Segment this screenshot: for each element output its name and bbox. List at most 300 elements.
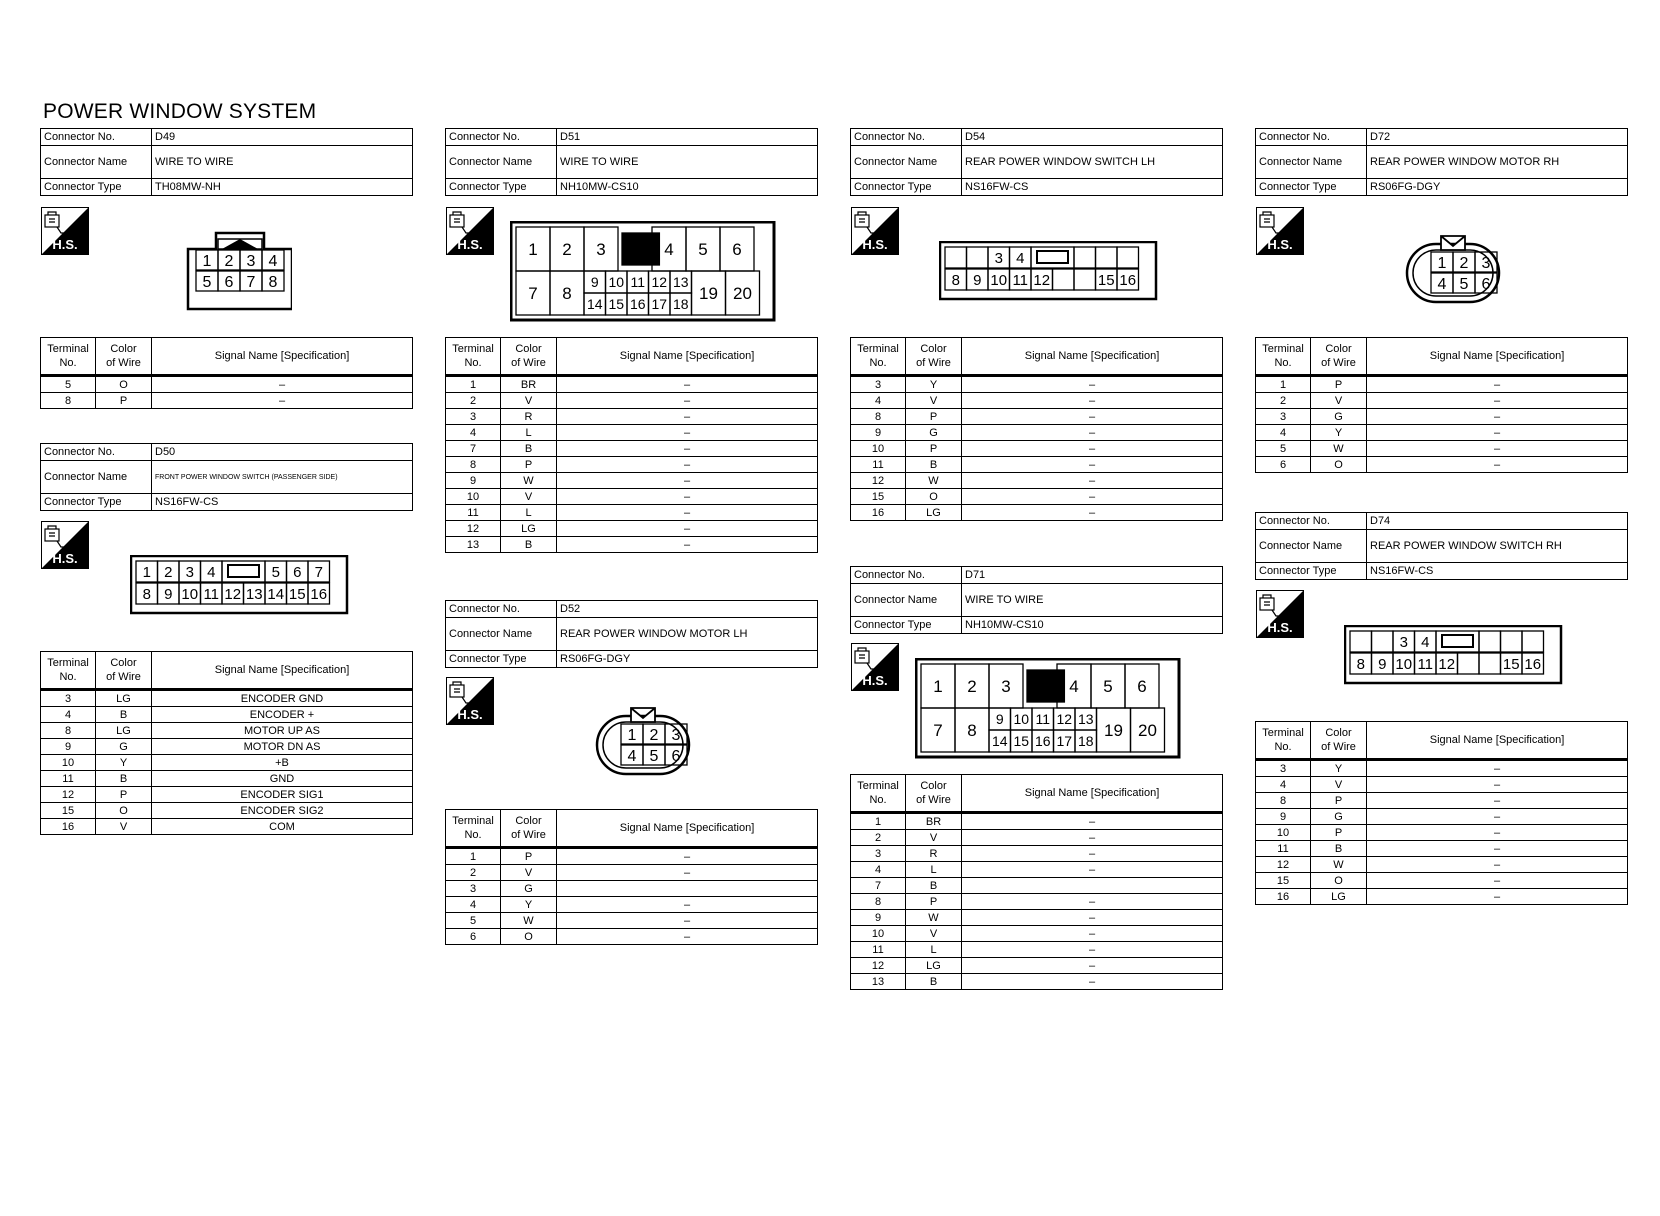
terminal-no-cell: 5 <box>1256 441 1311 457</box>
connector-type-value: NH10MW-CS10 <box>962 617 1223 634</box>
pin-number: 1 <box>528 240 538 260</box>
wire-color-cell: B <box>906 974 962 990</box>
terminal-no-cell: 10 <box>41 755 96 771</box>
connector-name-value: REAR POWER WINDOW SWITCH RH <box>1367 530 1628 563</box>
wire-color-cell: O <box>501 929 557 945</box>
pin-number: 9 <box>164 585 173 603</box>
header-color-of-wire <box>96 652 152 690</box>
pin-number: 1 <box>142 563 151 581</box>
table-row <box>41 819 413 835</box>
table-row <box>446 393 818 409</box>
signal-name-cell: – <box>962 846 1223 862</box>
terminal-no-cell: 11 <box>851 457 906 473</box>
signal-name-cell: – <box>557 376 818 393</box>
terminal-no-cell: 1 <box>446 848 501 865</box>
signal-name-cell: ENCODER GND <box>152 690 413 707</box>
wire-color-cell: V <box>501 865 557 881</box>
pin-cell <box>1096 247 1118 268</box>
header-terminal-line1: Terminal <box>452 815 494 827</box>
header-color-line1: Color <box>920 780 947 792</box>
pin-number: 8 <box>268 273 278 291</box>
header-color-of-wire <box>906 775 962 813</box>
table-row <box>1256 889 1628 905</box>
signal-name-cell: – <box>557 865 818 881</box>
pin-cell <box>1117 247 1139 268</box>
wire-color-cell: R <box>906 846 962 862</box>
wire-color-cell: V <box>96 819 152 835</box>
pin-number: 1 <box>627 726 637 744</box>
pin-number: 11 <box>203 585 220 603</box>
hs-icon-svg <box>1256 590 1304 638</box>
wire-color-cell: Y <box>1311 760 1367 777</box>
header-terminal-no <box>1256 338 1311 376</box>
pin-group-th08 <box>196 250 284 291</box>
wire-color-cell: P <box>906 894 962 910</box>
label-connector-type: Connector Type <box>851 617 962 634</box>
table-row <box>446 409 818 425</box>
signal-name-cell: – <box>1367 393 1628 409</box>
header-signal-name: Signal Name [Specification] <box>152 338 413 376</box>
signal-name-cell: – <box>1367 441 1628 457</box>
pin-number: 7 <box>528 284 538 304</box>
terminal-no-cell: 10 <box>851 441 906 457</box>
signal-name-cell: – <box>557 848 818 865</box>
pin-number: 10 <box>608 274 625 291</box>
label-connector-type: Connector Type <box>446 179 557 196</box>
pin-number: 10 <box>990 271 1008 289</box>
header-color-of-wire <box>501 810 557 848</box>
label-connector-name: Connector Name <box>851 146 962 179</box>
center-key <box>1027 670 1064 702</box>
terminal-no-cell: 11 <box>446 505 501 521</box>
label-connector-no: Connector No. <box>851 129 962 146</box>
terminal-table-header <box>446 338 818 376</box>
pin-number: 3 <box>1001 677 1011 697</box>
hs-icon-svg <box>851 207 899 255</box>
connector-name-value: REAR POWER WINDOW SWITCH LH <box>962 146 1223 179</box>
terminal-no-cell: 3 <box>41 690 96 707</box>
hs-icon-svg <box>1256 207 1304 255</box>
terminal-no-cell: 16 <box>41 819 96 835</box>
wire-color-cell: LG <box>906 505 962 521</box>
signal-name-cell: – <box>1367 873 1628 889</box>
header-terminal-no <box>41 338 96 376</box>
table-row <box>851 942 1223 958</box>
pin-cell <box>1053 269 1075 290</box>
terminal-no-cell: 8 <box>41 393 96 409</box>
label-connector-type: Connector Type <box>41 494 152 511</box>
terminal-no-cell: 12 <box>851 473 906 489</box>
hs-label: H.S. <box>1267 620 1293 635</box>
pin-number: 8 <box>142 585 151 603</box>
hs-icon <box>446 207 494 255</box>
terminal-no-cell: 9 <box>851 425 906 441</box>
signal-name-cell: – <box>1367 777 1628 793</box>
pin-group-rs06 <box>597 708 689 774</box>
table-row <box>1256 873 1628 889</box>
table-row <box>851 425 1223 441</box>
pin-number: 19 <box>1104 721 1123 741</box>
terminal-no-cell: 10 <box>446 489 501 505</box>
pin-number: 4 <box>268 252 278 270</box>
pin-number: 1 <box>933 677 943 697</box>
signal-name-cell: – <box>962 441 1223 457</box>
table-row <box>851 974 1223 990</box>
connector-info-table <box>850 128 1223 196</box>
table-row <box>851 409 1223 425</box>
pin-number: 15 <box>1097 271 1115 289</box>
pin-group-rs06 <box>1407 236 1499 302</box>
terminal-no-cell: 15 <box>1256 873 1311 889</box>
signal-name-cell: – <box>962 489 1223 505</box>
pin-number: 8 <box>1356 655 1365 673</box>
signal-name-cell: – <box>962 473 1223 489</box>
hs-icon-svg <box>851 643 899 691</box>
signal-name-cell: – <box>557 489 818 505</box>
header-terminal-no <box>851 775 906 813</box>
terminal-no-cell: 16 <box>851 505 906 521</box>
terminal-no-cell: 11 <box>1256 841 1311 857</box>
wire-color-cell: O <box>1311 873 1367 889</box>
wire-color-cell: P <box>96 787 152 803</box>
header-color-line2: of Wire <box>916 357 951 369</box>
header-color-line2: of Wire <box>106 357 141 369</box>
connector-face-d71 <box>915 658 1181 760</box>
signal-name-cell: – <box>962 910 1223 926</box>
terminal-no-cell: 8 <box>41 723 96 739</box>
wire-color-cell: LG <box>501 521 557 537</box>
header-terminal-line1: Terminal <box>47 657 89 669</box>
connector-face-d54 <box>939 241 1159 301</box>
signal-name-cell: – <box>962 830 1223 846</box>
pin-number: 14 <box>267 585 285 603</box>
terminal-no-cell: 6 <box>1256 457 1311 473</box>
connector-type-value: NS16FW-CS <box>1367 563 1628 580</box>
label-connector-name: Connector Name <box>446 618 557 651</box>
label-connector-type: Connector Type <box>41 179 152 196</box>
table-row <box>851 958 1223 974</box>
pin-number: 17 <box>651 296 668 313</box>
header-signal-name: Signal Name [Specification] <box>152 652 413 690</box>
table-row <box>1256 841 1628 857</box>
terminal-table <box>445 809 818 945</box>
hs-label: H.S. <box>862 237 888 252</box>
connector-face-d51 <box>510 221 776 323</box>
signal-name-cell: MOTOR UP AS <box>152 723 413 739</box>
signal-name-cell: – <box>962 457 1223 473</box>
pin-number: 2 <box>967 677 977 697</box>
wire-color-cell: BR <box>501 376 557 393</box>
pin-number: 4 <box>1016 249 1025 267</box>
connector-face-svg <box>593 706 693 778</box>
table-row <box>851 862 1223 878</box>
header-terminal-line2: No. <box>464 357 482 369</box>
wire-color-cell: W <box>906 473 962 489</box>
pin-number: 19 <box>699 284 718 304</box>
pin-number: 18 <box>1077 733 1094 750</box>
signal-name-cell <box>557 881 818 897</box>
header-color-line2: of Wire <box>1321 741 1356 753</box>
label-connector-name: Connector Name <box>446 146 557 179</box>
signal-name-cell: MOTOR DN AS <box>152 739 413 755</box>
table-row <box>851 813 1223 830</box>
hs-icon <box>851 643 899 691</box>
pin-number: 16 <box>310 585 328 603</box>
pin-group-nh10 <box>516 227 760 315</box>
header-terminal-line2: No. <box>869 794 887 806</box>
terminal-table-header <box>1256 338 1628 376</box>
label-connector-no: Connector No. <box>446 129 557 146</box>
wire-color-cell: V <box>906 926 962 942</box>
pin-number: 16 <box>1524 655 1542 673</box>
pin-number: 4 <box>1421 633 1430 651</box>
pin-number: 5 <box>698 240 708 260</box>
header-terminal-line2: No. <box>1274 357 1292 369</box>
header-color-line1: Color <box>515 815 542 827</box>
header-terminal-no <box>446 338 501 376</box>
wire-color-cell: B <box>501 537 557 553</box>
wire-color-cell: P <box>1311 825 1367 841</box>
hs-icon-svg <box>41 521 89 569</box>
table-row <box>446 489 818 505</box>
center-key <box>622 233 659 265</box>
terminal-no-cell: 4 <box>851 862 906 878</box>
latch-tab <box>228 565 259 577</box>
connector-no-value: D71 <box>962 567 1223 584</box>
terminal-no-cell: 12 <box>446 521 501 537</box>
table-row <box>1256 409 1628 425</box>
connector-info-table <box>40 128 413 196</box>
signal-name-cell: – <box>1367 809 1628 825</box>
hs-icon <box>851 207 899 255</box>
signal-name-cell: – <box>1367 425 1628 441</box>
connector-face-svg <box>915 658 1181 760</box>
signal-name-cell: – <box>557 913 818 929</box>
table-row <box>446 457 818 473</box>
terminal-no-cell: 12 <box>851 958 906 974</box>
signal-name-cell: – <box>962 409 1223 425</box>
signal-name-cell <box>962 878 1223 894</box>
pin-number: 6 <box>293 563 302 581</box>
terminal-no-cell: 13 <box>446 537 501 553</box>
header-signal-name: Signal Name [Specification] <box>557 338 818 376</box>
pin-number: 13 <box>672 274 689 291</box>
wire-color-cell: P <box>501 457 557 473</box>
pin-number: 5 <box>271 563 280 581</box>
pin-cell <box>1372 631 1394 652</box>
table-row <box>1256 441 1628 457</box>
table-row <box>1256 393 1628 409</box>
wire-color-cell: G <box>96 739 152 755</box>
connector-face-d50 <box>130 555 350 615</box>
connector-no-value: D74 <box>1367 513 1628 530</box>
connector-block-d71 <box>850 566 1223 634</box>
terminal-table-d74 <box>1255 721 1628 905</box>
wire-color-cell: G <box>501 881 557 897</box>
connector-block-d49 <box>40 128 413 196</box>
wire-color-cell: L <box>501 505 557 521</box>
terminal-no-cell: 1 <box>851 813 906 830</box>
signal-name-cell: – <box>152 376 413 393</box>
label-connector-type: Connector Type <box>446 651 557 668</box>
signal-name-cell: – <box>1367 409 1628 425</box>
signal-name-cell: – <box>962 376 1223 393</box>
wire-color-cell: P <box>501 848 557 865</box>
wire-color-cell: W <box>906 910 962 926</box>
signal-name-cell: – <box>962 942 1223 958</box>
pin-number: 5 <box>1103 677 1113 697</box>
label-connector-name: Connector Name <box>1256 530 1367 563</box>
label-connector-name: Connector Name <box>1256 146 1367 179</box>
hs-icon <box>1256 590 1304 638</box>
hs-icon-svg <box>41 207 89 255</box>
wire-color-cell: P <box>1311 793 1367 809</box>
table-row <box>41 739 413 755</box>
connector-face-d74 <box>1344 625 1564 685</box>
header-color-line2: of Wire <box>916 794 951 806</box>
pin-number: 4 <box>1069 677 1079 697</box>
wire-color-cell: V <box>501 393 557 409</box>
connector-face-svg <box>1403 234 1503 306</box>
terminal-table-d72 <box>1255 337 1628 473</box>
terminal-table-header <box>41 338 413 376</box>
terminal-table-header <box>446 810 818 848</box>
table-row <box>851 489 1223 505</box>
table-row <box>851 505 1223 521</box>
signal-name-cell: – <box>962 926 1223 942</box>
pin-number: 3 <box>1481 254 1491 272</box>
header-signal-name: Signal Name [Specification] <box>962 338 1223 376</box>
pin-number: 2 <box>224 252 234 270</box>
table-row <box>1256 457 1628 473</box>
signal-name-cell: – <box>1367 457 1628 473</box>
wire-color-cell: V <box>906 393 962 409</box>
pin-cell <box>945 247 967 268</box>
pin-number: 20 <box>733 284 752 304</box>
header-terminal-line2: No. <box>1274 741 1292 753</box>
connector-no-value: D52 <box>557 601 818 618</box>
header-color-line1: Color <box>110 657 137 669</box>
connector-type-value: NS16FW-CS <box>962 179 1223 196</box>
pin-number: 13 <box>245 585 263 603</box>
table-row <box>851 393 1223 409</box>
pin-number: 17 <box>1056 733 1073 750</box>
hs-label: H.S. <box>52 551 78 566</box>
table-row <box>446 473 818 489</box>
pin-number: 5 <box>649 747 659 765</box>
terminal-no-cell: 4 <box>446 897 501 913</box>
terminal-no-cell: 6 <box>446 929 501 945</box>
table-row <box>446 897 818 913</box>
terminal-table <box>40 337 413 409</box>
pin-number: 6 <box>732 240 742 260</box>
terminal-no-cell: 10 <box>851 926 906 942</box>
wire-color-cell: B <box>1311 841 1367 857</box>
pin-number: 7 <box>246 273 256 291</box>
pin-cell <box>1350 631 1372 652</box>
pin-number: 6 <box>671 747 681 765</box>
label-connector-no: Connector No. <box>41 444 152 461</box>
terminal-no-cell: 8 <box>1256 793 1311 809</box>
terminal-table <box>850 337 1223 521</box>
connector-name-value: WIRE TO WIRE <box>962 584 1223 617</box>
terminal-table-d51 <box>445 337 818 553</box>
wire-color-cell: G <box>1311 409 1367 425</box>
pin-number: 10 <box>1013 711 1030 728</box>
wire-color-cell: L <box>906 862 962 878</box>
terminal-no-cell: 5 <box>41 376 96 393</box>
terminal-no-cell: 2 <box>1256 393 1311 409</box>
header-color-of-wire <box>96 338 152 376</box>
pin-number: 2 <box>649 726 659 744</box>
terminal-table-d52 <box>445 809 818 945</box>
terminal-no-cell: 8 <box>446 457 501 473</box>
pin-number: 4 <box>664 240 674 260</box>
table-row <box>851 846 1223 862</box>
signal-name-cell: – <box>557 473 818 489</box>
pin-number: 1 <box>1437 254 1447 272</box>
terminal-no-cell: 4 <box>851 393 906 409</box>
pin-number: 2 <box>164 563 173 581</box>
table-row <box>446 913 818 929</box>
connector-block-d52 <box>445 600 818 668</box>
pin-number: 3 <box>185 563 194 581</box>
signal-name-cell: – <box>1367 889 1628 905</box>
table-row <box>41 755 413 771</box>
signal-name-cell: – <box>557 505 818 521</box>
signal-name-cell: ENCODER SIG2 <box>152 803 413 819</box>
pin-number: 11 <box>630 274 646 291</box>
terminal-no-cell: 16 <box>1256 889 1311 905</box>
connector-info-table <box>445 600 818 668</box>
connector-no-value: D54 <box>962 129 1223 146</box>
terminal-no-cell: 4 <box>1256 425 1311 441</box>
signal-name-cell: – <box>557 929 818 945</box>
signal-name-cell: – <box>962 958 1223 974</box>
table-row <box>851 926 1223 942</box>
hs-icon-svg <box>446 207 494 255</box>
signal-name-cell: – <box>962 862 1223 878</box>
pin-number: 20 <box>1138 721 1157 741</box>
header-color-line2: of Wire <box>511 829 546 841</box>
wire-color-cell: O <box>96 803 152 819</box>
table-row <box>851 441 1223 457</box>
pin-number: 16 <box>629 296 646 313</box>
pin-number: 14 <box>586 296 603 313</box>
header-color-line2: of Wire <box>511 357 546 369</box>
wire-color-cell: G <box>906 425 962 441</box>
connector-type-value: TH08MW-NH <box>152 179 413 196</box>
table-row <box>446 505 818 521</box>
header-signal-name: Signal Name [Specification] <box>557 810 818 848</box>
hs-icon <box>446 677 494 725</box>
pin-number: 8 <box>562 284 572 304</box>
table-row <box>41 803 413 819</box>
pin-number: 10 <box>181 585 199 603</box>
table-row <box>1256 760 1628 777</box>
hs-label: H.S. <box>1267 237 1293 252</box>
wire-color-cell: V <box>906 830 962 846</box>
label-connector-no: Connector No. <box>446 601 557 618</box>
pin-cell <box>1522 631 1544 652</box>
table-row <box>41 771 413 787</box>
table-row <box>446 376 818 393</box>
signal-name-cell: – <box>557 409 818 425</box>
terminal-no-cell: 4 <box>446 425 501 441</box>
label-connector-name: Connector Name <box>41 146 152 179</box>
wire-color-cell: L <box>906 942 962 958</box>
signal-name-cell: – <box>962 974 1223 990</box>
